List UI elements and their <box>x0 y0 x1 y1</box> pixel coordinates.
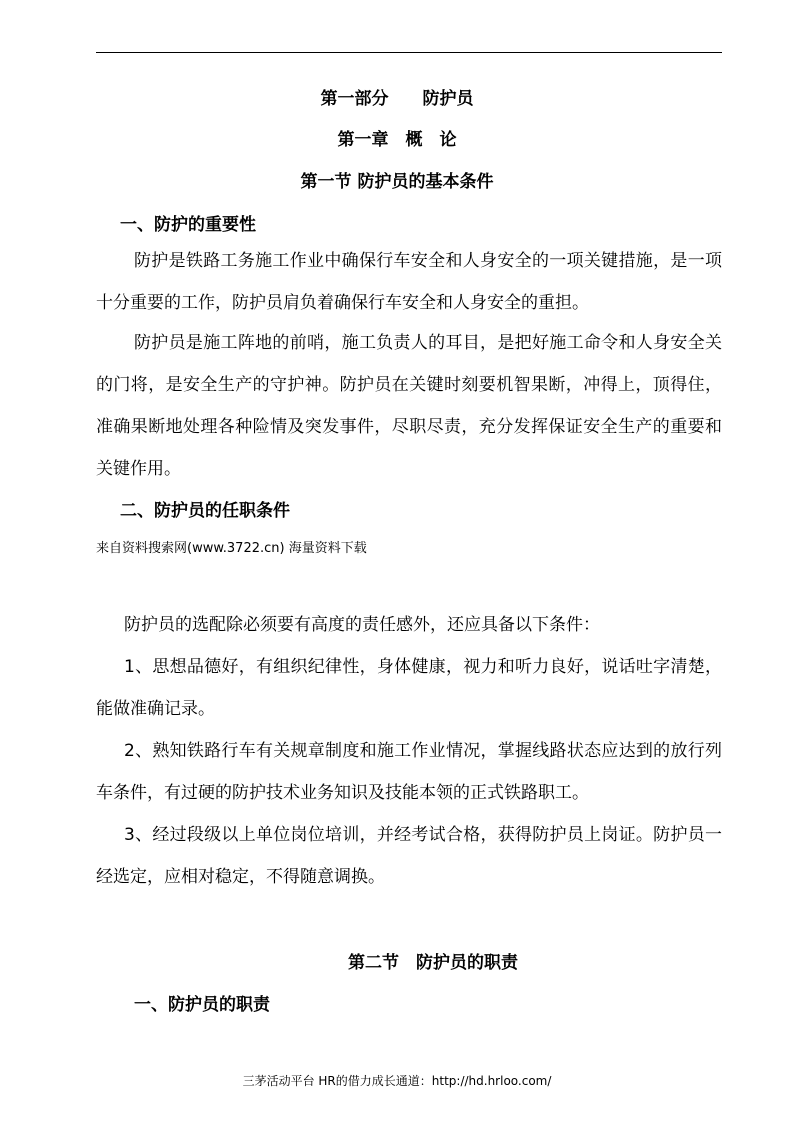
heading-duties: 一、防护员的职责 <box>134 995 270 1015</box>
list-item-2: 2、熟知铁路行车有关规章制度和施工作业情况，掌握线路状态应达到的放行列车条件，有过硬的防护技术业务知识及技能本领的正式铁路职工。 <box>96 741 722 803</box>
chapter-title: 第一章 概 论 <box>337 130 457 150</box>
heading-qualifications: 二、防护员的任职条件 <box>120 501 290 521</box>
list-item-1: 1、思想品德好，有组织纪律性，身体健康，视力和听力良好，说话吐字清楚，能做准确记录。 <box>96 657 722 719</box>
part-title: 第一部分 防护员 <box>320 89 474 109</box>
paragraph-importance-1: 防护是铁路工务施工作业中确保行车安全和人身安全的一项关键措施，是一项十分重要的工作，防护员肩负着确保行车安全和人身安全的重担。 <box>96 251 722 313</box>
section2-title: 第二节 防护员的职责 <box>348 953 518 973</box>
paragraph-qualifications-intro: 防护员的选配除必须要有高度的责任感外，还应具备以下条件： <box>124 615 600 635</box>
section1-title: 第一节 防护员的基本条件 <box>300 172 494 192</box>
list-item-3: 3、经过段级以上单位岗位培训，并经考试合格，获得防护员上岗证。防护员一经选定，应相对稳定，不得随意调换。 <box>96 825 722 887</box>
source-note: 来自资料搜索网(www.3722.cn) 海量资料下载 <box>96 541 367 556</box>
paragraph-importance-2: 防护员是施工阵地的前哨，施工负责人的耳目，是把好施工命令和人身安全关的门将，是安全生产的守护神。防护员在关键时刻要机智果断，冲得上，顶得住，准确果断地处理各种险情及突发事件，尽职尽责，充分发挥保证安全生产的重要和关键作用。 <box>96 333 722 479</box>
page-footer: 三茅活动平台 HR的借力成长通道：http://hd.hrloo.com/ <box>242 1074 552 1088</box>
header-rule <box>96 52 722 53</box>
heading-importance: 一、防护的重要性 <box>120 215 256 235</box>
